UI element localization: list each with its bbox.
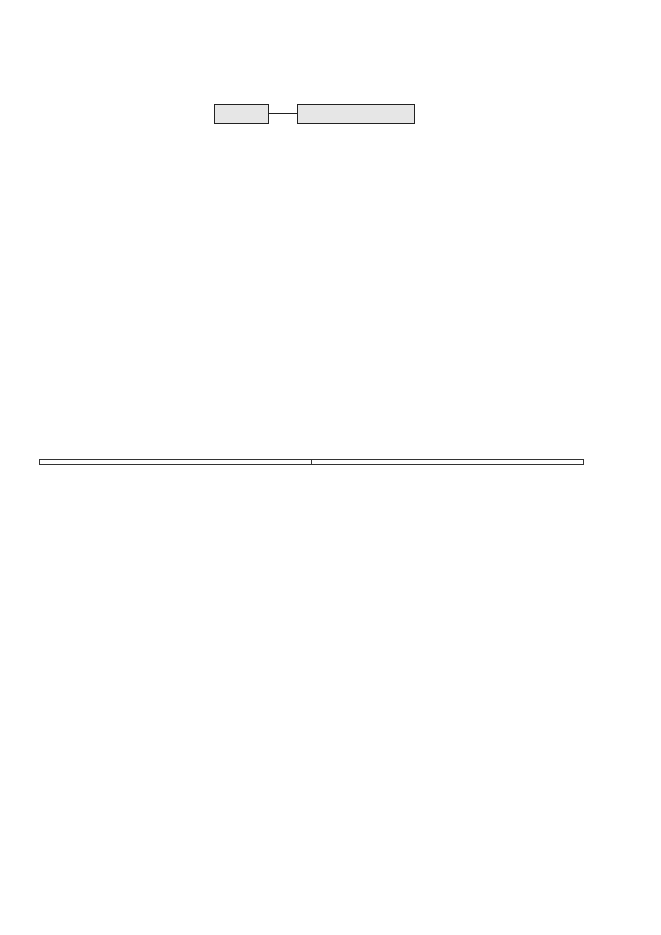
table-header-row xyxy=(40,460,584,465)
figure-box-crid xyxy=(214,104,269,124)
format-table xyxy=(39,459,584,465)
figure-box-message xyxy=(297,104,415,124)
figure-11-2 xyxy=(79,104,582,130)
figure-connector xyxy=(269,113,297,114)
body-text xyxy=(79,92,582,144)
column-header-description xyxy=(312,460,584,465)
column-header-field xyxy=(40,460,312,465)
